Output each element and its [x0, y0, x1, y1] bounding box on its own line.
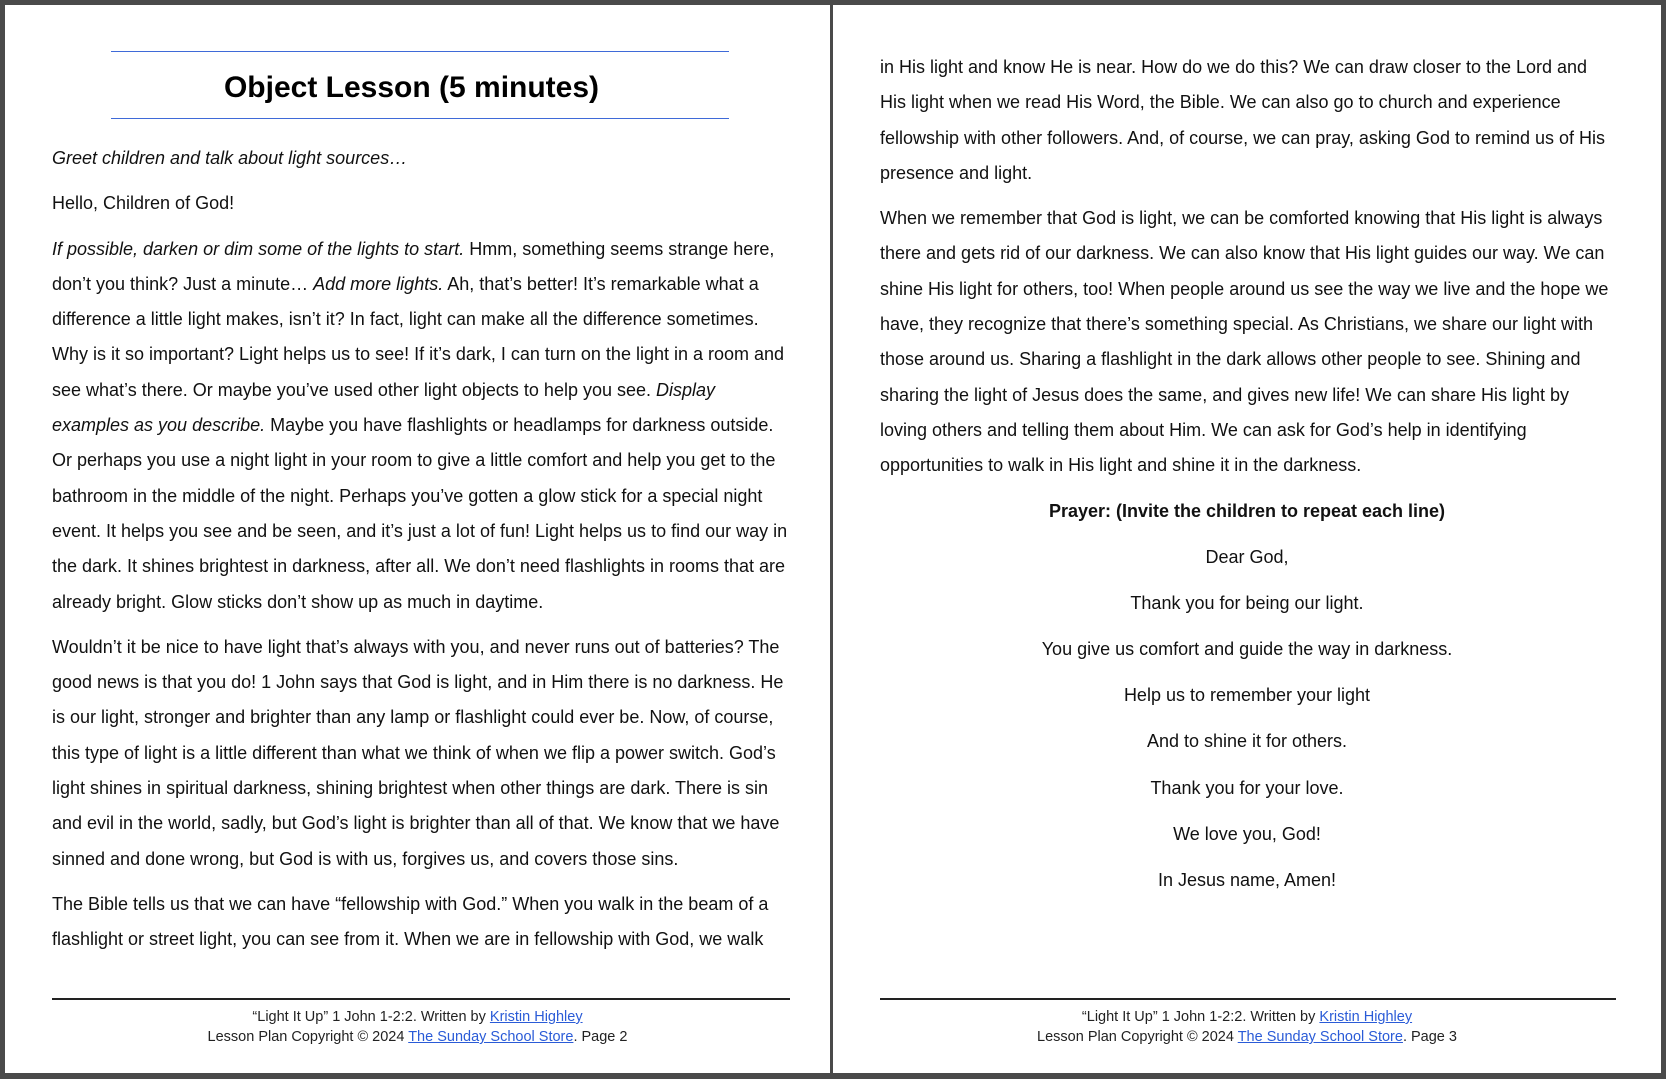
author-link[interactable]: Kristin Highley — [1319, 1009, 1413, 1025]
paragraph — [52, 141, 790, 176]
footer-credit-text: “Light It Up” 1 John 1-2:2. Written by — [1081, 1009, 1320, 1025]
prayer-line: Dear God, — [1205, 547, 1289, 568]
page-number: . Page 2 — [573, 1029, 628, 1045]
paragraph: in His light and know He is near. How do we do this? We can draw closer to the Lord and His light when we read His Word, the Bible. We can also go to church and experience fellowship with other followers. And, of course, we can pray, asking God to remind us of His presence and light. — [880, 57, 1606, 183]
prayer-heading: Prayer: (Invite the children to repeat each line) — [1048, 501, 1446, 521]
page-footer — [5, 1007, 830, 1047]
prayer-line: We love you, God! — [1173, 823, 1321, 844]
heading-top-rule — [111, 51, 729, 52]
spoken-text: Wouldn’t it be nice to have light that’s always with you, and never runs out of batteries? The good news is that you do! 1 John says that God is light, and in Him there is no darkness. He is our light, stronger and brighter than any lamp or flashlight could ever be. Now, of course, this type of light is a little different than what we think of when we flip a power switch. God’s light shines in spiritual darkness, shining brightest when other things are dark. There is sin and evil in the world, sadly, but God’s light is brighter than all of that. We know that we have sinned and done wrong, but God is with us, forgives us, and covers those sins. — [52, 636, 784, 869]
footer-copyright-text: Lesson Plan Copyright © 2024 — [1037, 1029, 1238, 1045]
page-number: . Page 3 — [1402, 1029, 1457, 1045]
store-link[interactable]: The Sunday School Store — [408, 1029, 574, 1045]
paragraph — [52, 186, 790, 221]
footer-rule — [52, 998, 790, 1000]
footer-line-1 — [5, 1007, 830, 1027]
paragraph — [52, 630, 790, 877]
author-link[interactable]: Kristin Highley — [489, 1009, 583, 1025]
stage-direction-text: Greet children and talk about light sources… — [52, 148, 408, 168]
paragraph: When we remember that God is light, we can be comforted knowing that His light is always there and gets rid of our darkness. We can also know that His light guides our way. We can shine His light for others, too! When people around us see the way we live and the hope we have, they recognize that there’s something special. As Christians, we share our light with those around us. Sharing a flashlight in the dark allows other people to see. Shining and sharing the light of Jesus does the same, and gives new life! We can share His light by loving others and telling them about Him. We can ask for God’s help in identifying opportunities to walk in His light and shine it in the darkness. — [880, 208, 1609, 476]
lesson-body-text — [52, 141, 790, 968]
prayer-line: You give us comfort and guide the way in darkness. — [1041, 639, 1453, 660]
stage-direction-text: Add more lights. — [313, 273, 444, 294]
prayer-line: Help us to remember your light — [1123, 685, 1371, 706]
footer-line-1 — [833, 1007, 1661, 1027]
page-footer — [833, 1007, 1661, 1047]
prayer-line: And to shine it for others. — [1146, 731, 1348, 752]
heading-bottom-rule — [111, 118, 729, 119]
spoken-text: Hmm, something seems strange here, don’t you think? Just a minute… — [52, 238, 775, 294]
stage-direction-text: Display examples as you describe. — [52, 379, 716, 436]
prayer-line: Thank you for being our light. — [1130, 593, 1364, 614]
prayer-line: Thank you for your love. — [1150, 777, 1344, 798]
spoken-text: Ah, that’s better! It’s remarkable what a difference a little light makes, isn’t it? In fact, light can make all the difference sometimes. Why is it so important? Light helps us to see! If it’s dark, I can turn on the light in a room and see what’s there. Or maybe you’ve used other light objects to help you see. — [52, 273, 785, 400]
footer-credit-text: “Light It Up” 1 John 1-2:2. Written by — [252, 1009, 490, 1025]
spoken-text: Hello, Children of God! — [52, 193, 235, 214]
lesson-body-text — [880, 50, 1616, 494]
document-page-2 — [5, 5, 830, 1073]
footer-rule — [880, 998, 1616, 1000]
document-page-3 — [833, 5, 1661, 1073]
prayer-line: In Jesus name, Amen! — [1157, 869, 1337, 890]
paragraph — [52, 232, 790, 620]
footer-line-2 — [5, 1027, 830, 1047]
footer-copyright-text: Lesson Plan Copyright © 2024 — [207, 1029, 409, 1045]
spoken-text: The Bible tells us that we can have “fellowship with God.” When you walk in the beam of a flashlight or street light, you can see from it. When we are in fellowship with God, we walk — [52, 893, 769, 950]
page-heading: Object Lesson (5 minutes) — [223, 71, 600, 104]
store-link[interactable]: The Sunday School Store — [1237, 1029, 1403, 1045]
footer-line-2 — [833, 1027, 1661, 1047]
stage-direction-text: If possible, darken or dim some of the lights to start. — [52, 238, 465, 259]
paragraph — [52, 887, 790, 958]
spoken-text: Maybe you have flashlights or headlamps for darkness outside. Or perhaps you use a night light in your room to give a little comfort and help you get to the bathroom in the middle of the night. Perhaps you’ve gotten a glow stick for a special night event. It helps you see and be seen, and it’s just a lot of fun! Light helps us to find our way in the dark. It shines brightest in darkness, after all. We don’t need flashlights in rooms that are already bright. Glow sticks don’t show up as much in daytime. — [52, 415, 788, 612]
prayer-section — [880, 498, 1614, 913]
